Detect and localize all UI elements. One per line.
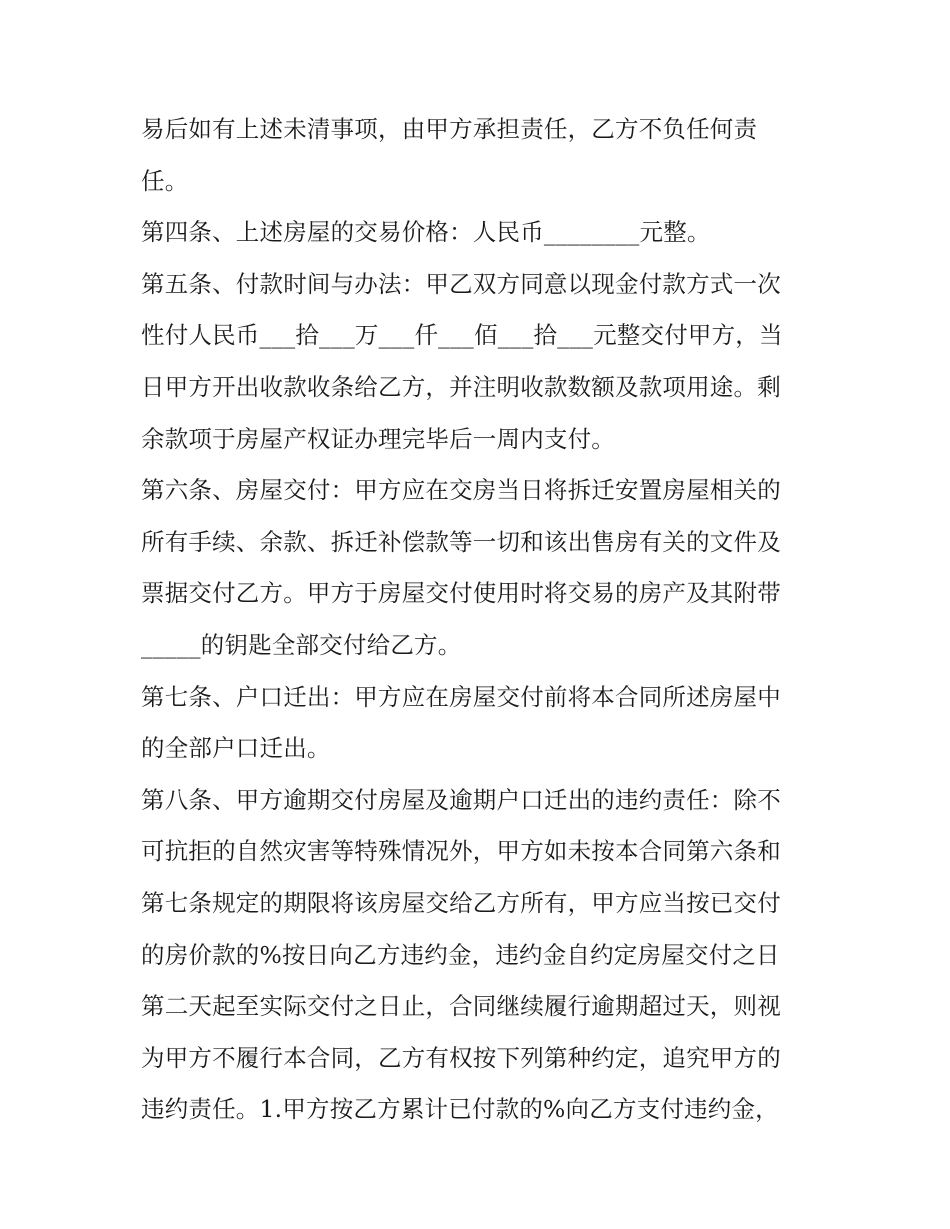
text-line: 第四条、上述房屋的交易价格：人民币________元整。 bbox=[141, 218, 711, 247]
text-line: 第六条、房屋交付：甲方应在交房当日将拆迁安置房屋相关的 bbox=[141, 476, 781, 505]
text-line: 余款项于房屋产权证办理完毕后一周内支付。 bbox=[141, 424, 615, 453]
text-line: 日甲方开出收款收条给乙方，并注明收款数额及款项用途。剩 bbox=[141, 372, 781, 401]
text-line: 的全部户口迁出。 bbox=[141, 734, 331, 763]
text-line: _____的钥匙全部交付给乙方。 bbox=[141, 630, 462, 659]
text-line: 性付人民币___拾___万___仟___佰___拾___元整交付甲方，当 bbox=[141, 321, 783, 350]
text-line: 票据交付乙方。甲方于房屋交付使用时将交易的房产及其附带 bbox=[141, 579, 781, 608]
text-line: 第七条规定的期限将该房屋交给乙方所有，甲方应当按已交付 bbox=[141, 888, 781, 917]
text-line: 可抗拒的自然灾害等特殊情况外，甲方如未按本合同第六条和 bbox=[141, 837, 781, 866]
document-body bbox=[141, 104, 813, 1136]
text-line: 第八条、甲方逾期交付房屋及逾期户口迁出的违约责任：除不 bbox=[141, 785, 781, 814]
text-line: 第二天起至实际交付之日止，合同继续履行逾期超过天，则视 bbox=[141, 992, 781, 1021]
text-line: 的房价款的%按日向乙方违约金，违约金自约定房屋交付之日 bbox=[141, 940, 780, 969]
text-line: 违约责任。1.甲方按乙方累计已付款的%向乙方支付违约金， bbox=[141, 1095, 779, 1124]
text-line: 第七条、户口迁出：甲方应在房屋交付前将本合同所述房屋中 bbox=[141, 682, 781, 711]
text-line: 易后如有上述未清事项，由甲方承担责任，乙方不负任何责 bbox=[141, 115, 758, 143]
text-line: 任。 bbox=[141, 166, 189, 195]
text-line: 为甲方不履行本合同，乙方有权按下列第种约定，追究甲方的 bbox=[141, 1043, 781, 1072]
text-line: 所有手续、余款、拆迁补偿款等一切和该出售房有关的文件及 bbox=[141, 527, 781, 556]
text-line: 第五条、付款时间与办法：甲乙双方同意以现金付款方式一次 bbox=[141, 269, 781, 298]
